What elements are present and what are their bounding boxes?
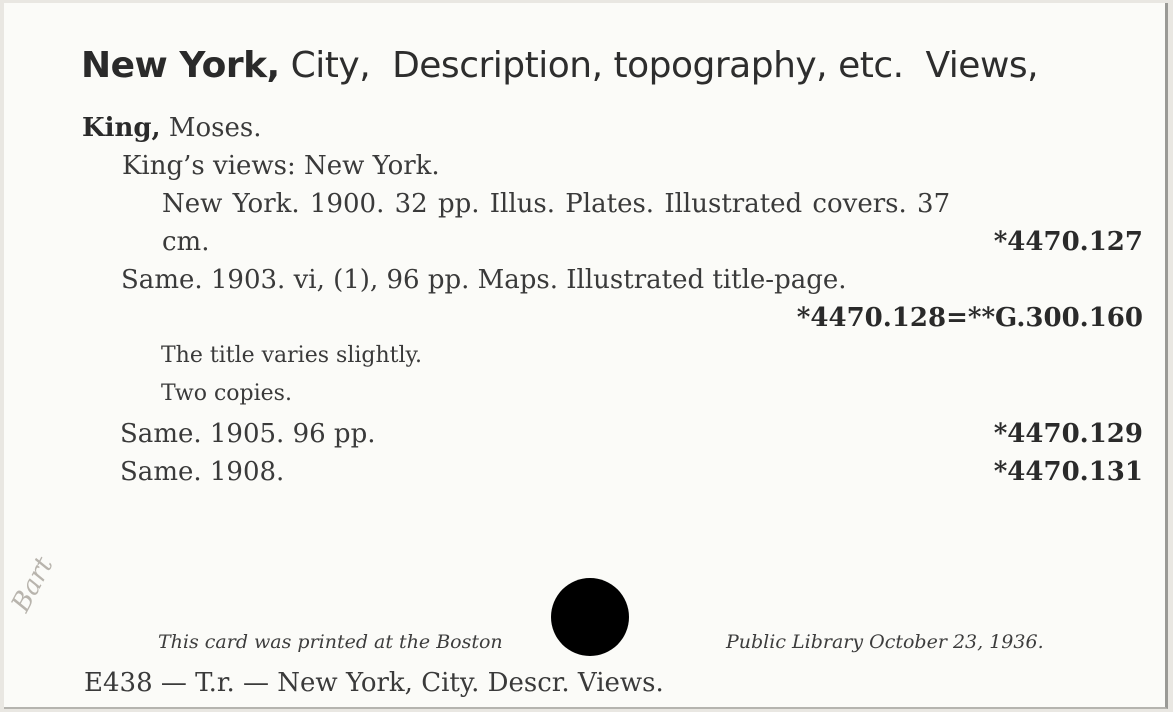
author-forename: Moses. xyxy=(168,113,262,143)
author-surname: King, xyxy=(82,113,161,143)
tracing-line: E438 — T.r. — New York, City. Descr. Views. xyxy=(84,668,664,698)
printed-note-left: This card was printed at the Boston xyxy=(158,631,503,653)
subject-heading-form: Views, xyxy=(925,45,1039,86)
call-number-1900: *4470.127 xyxy=(993,227,1143,257)
call-number-1908: *4470.131 xyxy=(993,457,1143,487)
call-number-1905: *4470.129 xyxy=(993,419,1143,449)
catalog-card xyxy=(4,3,1168,709)
note-two-copies: Two copies. xyxy=(161,381,292,406)
handwritten-pencil-note: Bart xyxy=(6,552,60,618)
edition-1900-line: New York. 1900. 32 pp. Illus. Plates. Illustrated covers. 37 xyxy=(162,189,951,219)
call-number-1903: *4470.128=**G.300.160 xyxy=(796,303,1143,333)
subject-heading-place: New York, xyxy=(81,45,280,86)
edition-1905-line: Same. 1905. 96 pp. xyxy=(120,419,376,449)
subject-heading-city: City, xyxy=(290,45,371,86)
note-title-varies: The title varies slightly. xyxy=(161,343,423,368)
punch-hole xyxy=(551,578,629,656)
title-line: King’s views: New York. xyxy=(122,151,440,181)
author-line xyxy=(82,113,262,143)
edition-1903-line: Same. 1903. vi, (1), 96 pp. Maps. Illustrated title-page. xyxy=(121,265,847,295)
edition-1900-continuation: cm. xyxy=(162,227,210,257)
subject-heading-subdivision: Description, topography, etc. xyxy=(392,45,904,86)
edition-1908-line: Same. 1908. xyxy=(120,457,285,487)
subject-heading xyxy=(81,45,1038,86)
printed-note-right: Public Library October 23, 1936. xyxy=(726,631,1044,653)
